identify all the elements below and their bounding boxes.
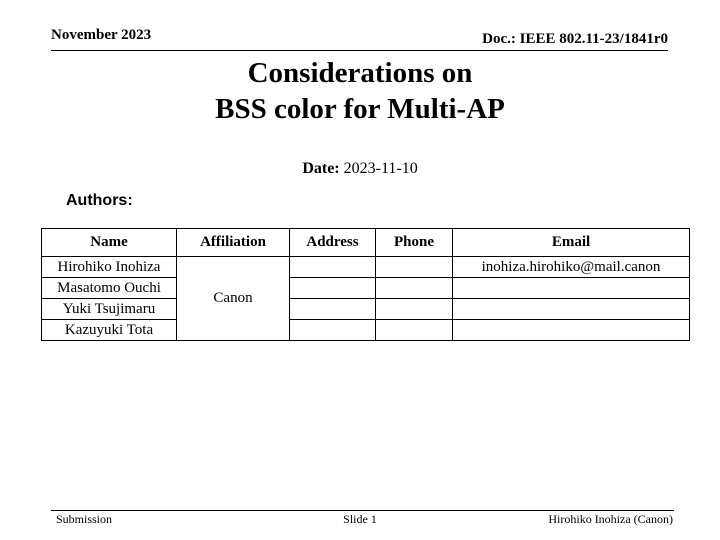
- table-row: [42, 299, 690, 320]
- author-email: inohiza.hirohiko@mail.canon: [453, 257, 690, 278]
- author-name: Masatomo Ouchi: [42, 278, 177, 299]
- document-date: [0, 160, 720, 178]
- column-header-address: Address: [290, 229, 376, 257]
- table-header-row: [42, 229, 690, 257]
- author-address: [290, 320, 376, 341]
- header-rule: [51, 50, 668, 51]
- footer-rule: [51, 510, 674, 511]
- authors-heading: Authors:: [66, 192, 133, 209]
- author-address: [290, 257, 376, 278]
- authors-table: [41, 228, 690, 341]
- page-title: [0, 55, 720, 127]
- column-header-affiliation: Affiliation: [177, 229, 290, 257]
- header-doc-id: Doc.: IEEE 802.11-23/1841r0: [482, 31, 668, 47]
- table-row: [42, 320, 690, 341]
- author-name: Yuki Tsujimaru: [42, 299, 177, 320]
- column-header-email: Email: [453, 229, 690, 257]
- table-row: [42, 257, 690, 278]
- footer-submission: Submission: [56, 512, 113, 526]
- column-header-phone: Phone: [376, 229, 453, 257]
- author-address: [290, 278, 376, 299]
- date-label: Date:: [302, 160, 340, 177]
- title-line-2: BSS color for Multi-AP: [215, 93, 505, 125]
- author-phone: [376, 257, 453, 278]
- footer-author: Hirohiko Inohiza (Canon): [548, 512, 673, 526]
- author-phone: [376, 320, 453, 341]
- column-header-name: Name: [42, 229, 177, 257]
- author-email: [453, 320, 690, 341]
- author-name: Kazuyuki Tota: [42, 320, 177, 341]
- header-date: November 2023: [51, 27, 152, 43]
- author-email: [453, 299, 690, 320]
- title-line-1: Considerations on: [247, 57, 473, 89]
- author-email: [453, 278, 690, 299]
- footer-slide-number: Slide 1: [343, 512, 377, 526]
- author-address: [290, 299, 376, 320]
- table-row: [42, 278, 690, 299]
- author-name: Hirohiko Inohiza: [42, 257, 177, 278]
- author-phone: [376, 299, 453, 320]
- date-value: 2023-11-10: [343, 160, 418, 177]
- author-phone: [376, 278, 453, 299]
- author-affiliation: Canon: [177, 257, 290, 341]
